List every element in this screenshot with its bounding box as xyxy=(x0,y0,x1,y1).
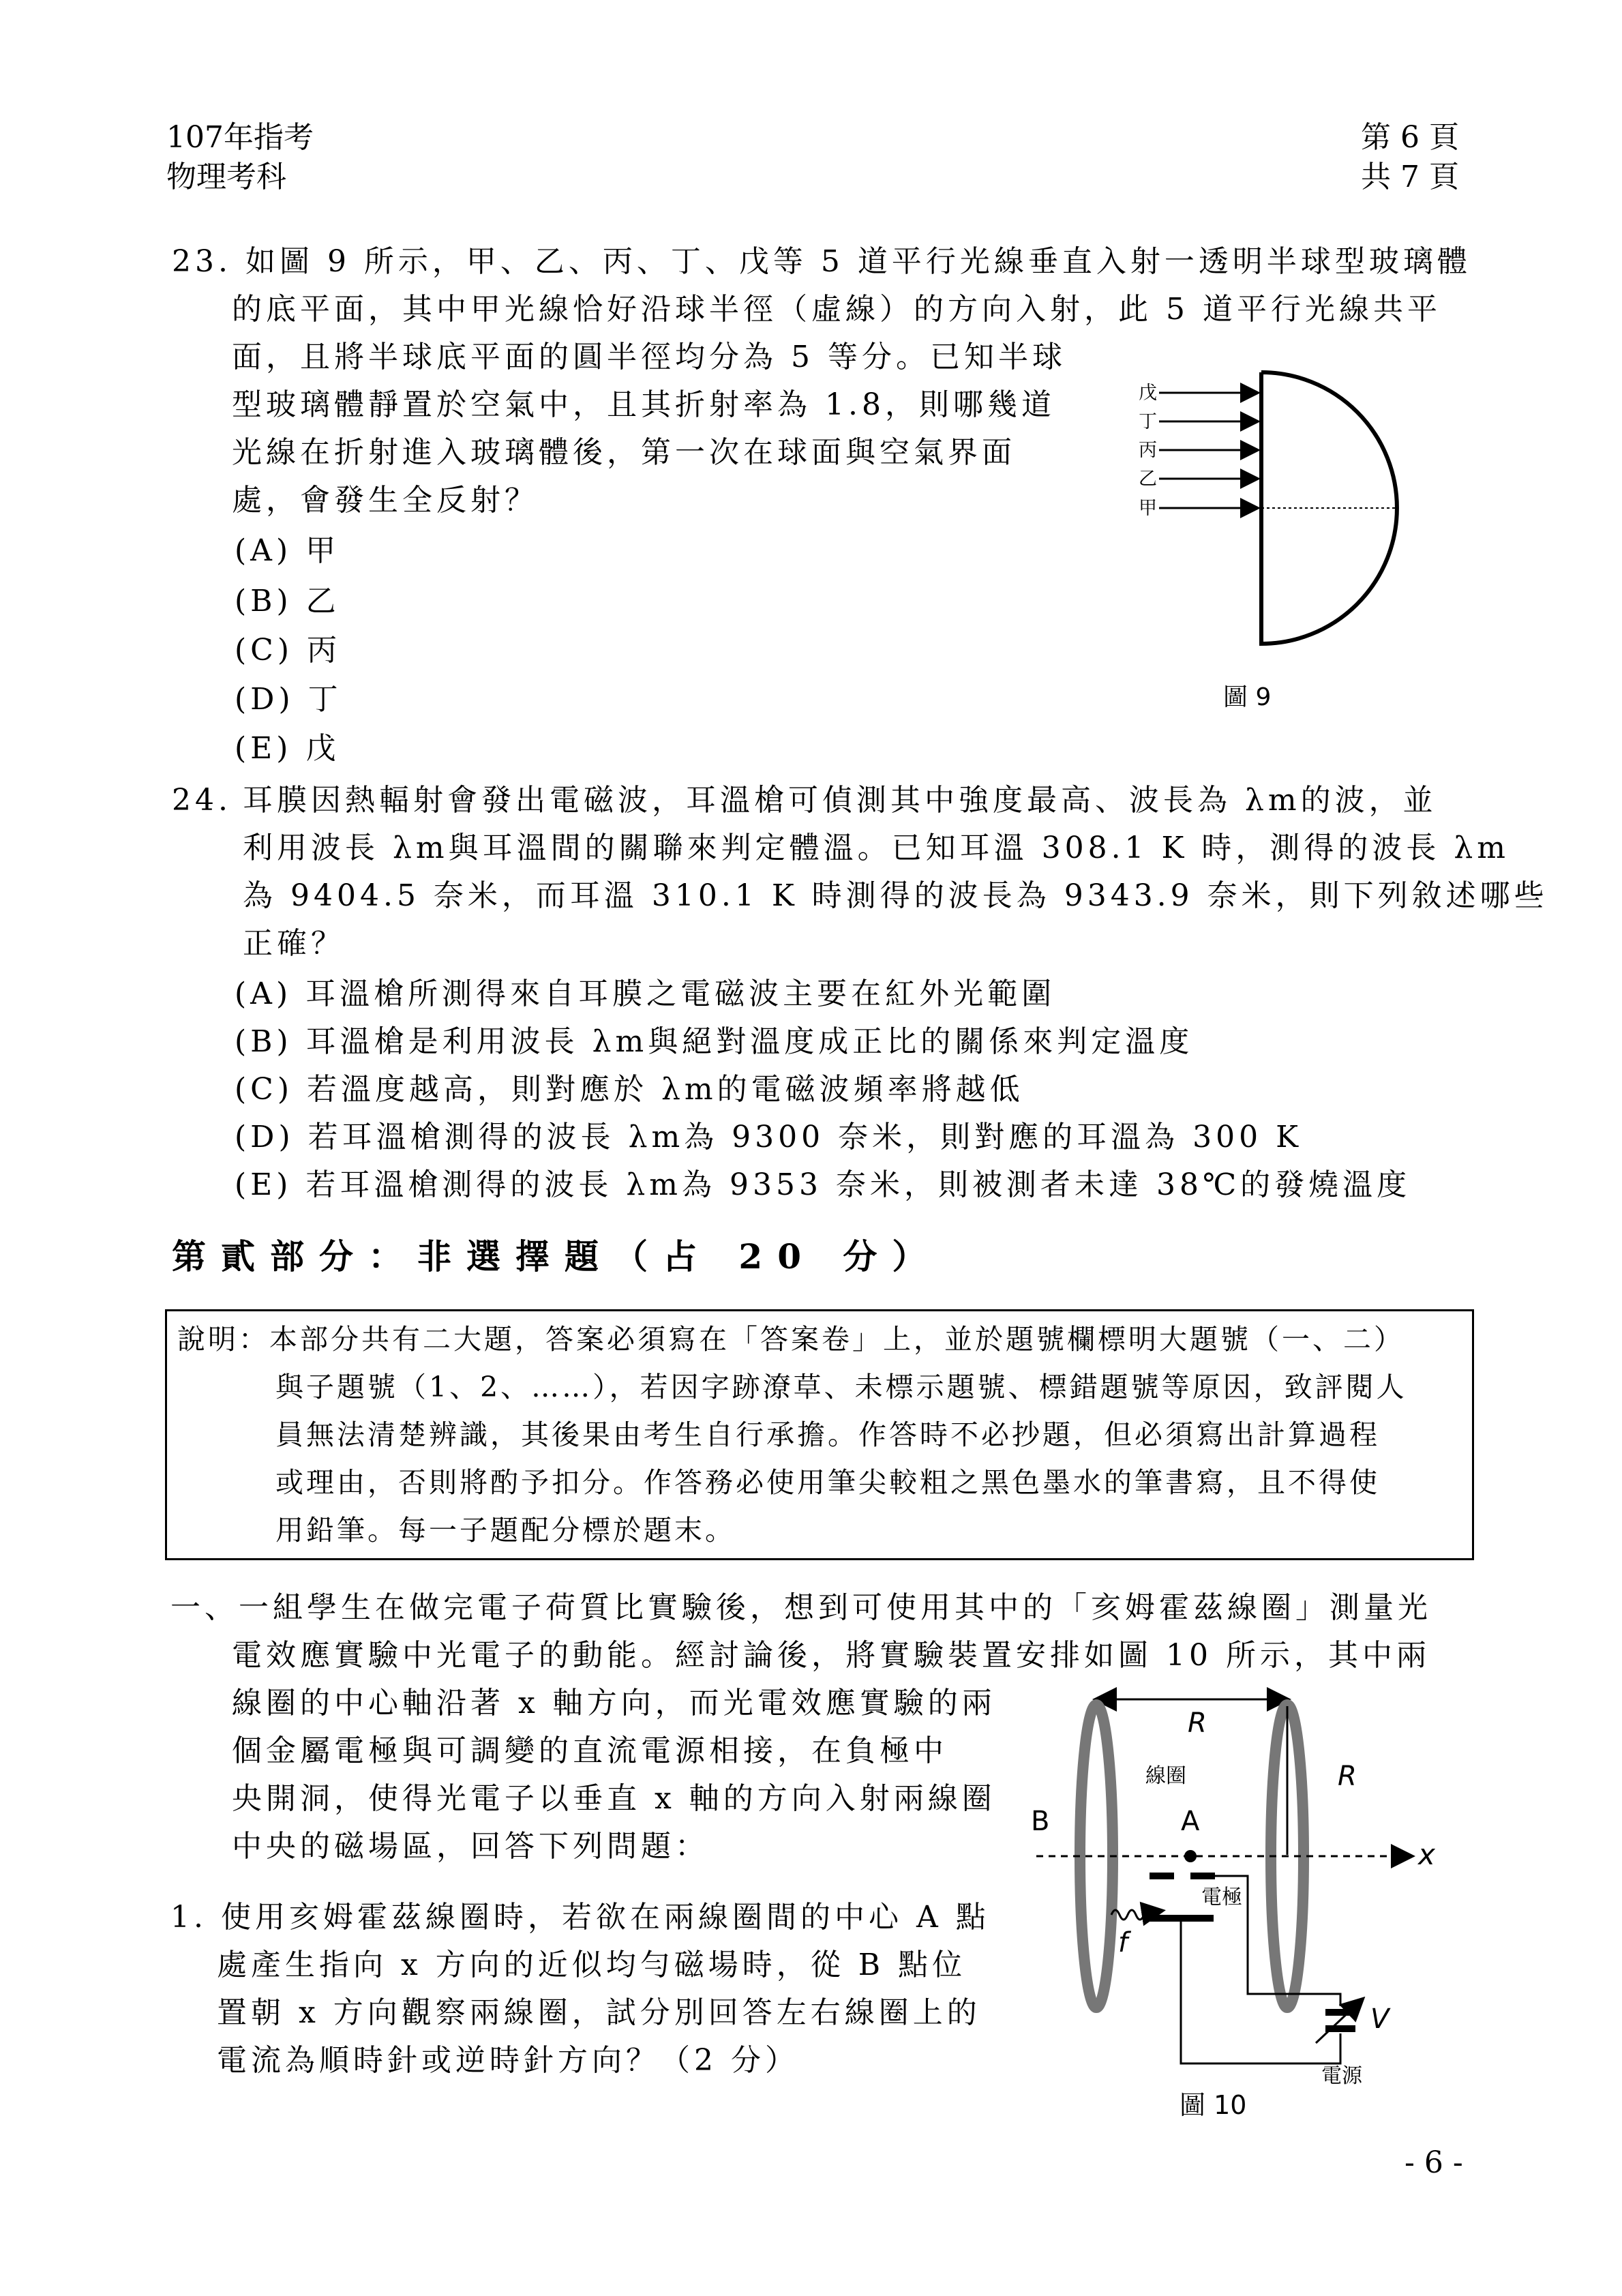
q24-option-e: (E) 若耳溫槍測得的波長 λm為 9353 奈米，則被測者未達 38℃的發燒溫度 xyxy=(235,1167,1411,1202)
power-label: 電源 xyxy=(1321,2064,1362,2088)
ray-label-yi: 乙 xyxy=(1139,468,1157,490)
q1-line: 電效應實驗中光電子的動能。經討論後，將實驗裝置安排如圖 10 所示，其中兩 xyxy=(232,1638,1430,1673)
figure-10-caption: 圖 10 xyxy=(1180,2090,1247,2120)
q24-line: 為 9404.5 奈米，而耳溫 310.1 K 時測得的波長為 9343.9 奈米，則下列敘述哪些 xyxy=(243,878,1548,913)
instructions-line: 或理由，否則將酌予扣分。作答務必使用筆尖較粗之黑色墨水的筆書寫，且不得使 xyxy=(275,1466,1380,1499)
electrode-label: 電極 xyxy=(1201,1885,1242,1909)
q1-line: 央開洞，使得光電子以垂直 x 軸的方向入射兩線圈 xyxy=(232,1781,996,1816)
figure-9-hemisphere xyxy=(1105,355,1459,709)
q24-option-c: (C) 若溫度越高，則對應於 λm的電磁波頻率將越低 xyxy=(235,1072,1024,1107)
q24-option-a: (A) 耳溫槍所測得來自耳膜之電磁波主要在紅外光範圍 xyxy=(235,976,1056,1011)
point-a-label: A xyxy=(1181,1806,1200,1837)
frequency-label: f xyxy=(1118,1927,1128,1958)
instructions-line: 與子題號（1、2、……），若因字跡潦草、未標示題號、標錯題號等原因，致評閱人 xyxy=(275,1371,1407,1403)
q24-line: 利用波長 λm與耳溫間的關聯來判定體溫。已知耳溫 308.1 K 時，測得的波長 λm xyxy=(243,831,1510,865)
q23-line: 光線在折射進入玻璃體後，第一次在球面與空氣界面 xyxy=(232,435,1016,470)
ray-label-bing: 丙 xyxy=(1139,440,1157,461)
q1-line: 中央的磁場區，回答下列問題： xyxy=(232,1829,709,1864)
figure-10-helmholtz xyxy=(1016,1684,1480,2121)
coil-label: 線圈 xyxy=(1145,1764,1186,1788)
left-coil xyxy=(1080,1705,1113,2008)
page-total: 共 7 頁 xyxy=(1361,160,1459,194)
q23-line: 面，且將半球底平面的圓半徑均分為 5 等分。已知半球 xyxy=(232,340,1066,374)
q23-option-c: (C) 丙 xyxy=(235,633,341,668)
electrode-top xyxy=(1150,1873,1174,1879)
page-number: 第 6 頁 xyxy=(1361,120,1459,155)
q23-option-b: (B) 乙 xyxy=(235,584,340,618)
q1-line: 一、一組學生在做完電子荷質比實驗後，想到可使用其中的「亥姆霍茲線圈」測量光 xyxy=(170,1590,1432,1625)
instructions-line: 員無法清楚辨識，其後果由考生自行承擔。作答時不必抄題，但必須寫出計算過程 xyxy=(275,1418,1380,1451)
point-b-label: B xyxy=(1031,1806,1050,1837)
instructions-line: 說明：本部分共有二大題，答案必須寫在「答案卷」上，並於題號欄標明大題號（一、二） xyxy=(177,1323,1405,1356)
ray-label-jia: 甲 xyxy=(1139,498,1157,519)
q24-line: 正確？ xyxy=(243,926,345,961)
q23-line: 23. 如圖 9 所示，甲、乙、丙、丁、戊等 5 道平行光線垂直入射一透明半球型玻璃體 xyxy=(172,244,1471,279)
photon-arrow xyxy=(1144,1911,1162,1913)
q24-option-b: (B) 耳溫槍是利用波長 λm與絕對溫度成正比的關係來判定溫度 xyxy=(235,1024,1194,1059)
page-footer: - 6 - xyxy=(1405,2145,1463,2180)
voltage-label: V xyxy=(1370,2003,1390,2035)
q1-line: 個金屬電極與可調變的直流電源相接，在負極中 xyxy=(232,1733,948,1768)
q23-option-e: (E) 戊 xyxy=(235,731,340,766)
figure-9-caption: 圖 9 xyxy=(1223,683,1272,709)
q1-line: 線圈的中心軸沿著 x 軸方向，而光電效應實驗的兩 xyxy=(232,1686,996,1720)
q23-line: 的底平面，其中甲光線恰好沿球半徑（虛線）的方向入射，此 5 道平行光線共平 xyxy=(232,292,1441,327)
point-a xyxy=(1184,1850,1197,1862)
q23-option-a: (A) 甲 xyxy=(235,533,340,568)
q23-line: 型玻璃體靜置於空氣中，且其折射率為 1.8，則哪幾道 xyxy=(232,387,1055,422)
instructions-line: 用鉛筆。每一子題配分標於題末。 xyxy=(275,1514,736,1547)
q24-line: 耳膜因熱輻射會發出電磁波，耳溫槍可偵測其中強度最高、波長為 λm的波，並 xyxy=(243,783,1437,818)
part2-heading: 第貳部分：非選擇題（占 20 分） xyxy=(172,1236,942,1277)
q1-sub1-line: 1. 使用亥姆霍茲線圈時，若欲在兩線圈間的中心 A 點 xyxy=(170,1900,990,1935)
ray-label-ding: 丁 xyxy=(1139,411,1157,432)
variable-arrow xyxy=(1316,1999,1362,2043)
exam-subject: 物理考科 xyxy=(166,160,286,194)
q24-number: 24. xyxy=(172,783,232,818)
ray-label-wu: 戊 xyxy=(1139,383,1157,404)
q24-option-d: (D) 若耳溫槍測得的波長 λm為 9300 奈米，則對應的耳溫為 300 K xyxy=(235,1120,1302,1154)
x-axis-label: x xyxy=(1418,1838,1435,1871)
exam-year: 107年指考 xyxy=(166,120,314,155)
q1-sub1-line: 電流為順時針或逆時針方向？（2 分） xyxy=(217,2043,799,2078)
radius-label-right: R xyxy=(1338,1761,1357,1792)
q1-sub1-line: 處產生指向 x 方向的近似均勻磁場時，從 B 點位 xyxy=(217,1948,967,1982)
q23-option-d: (D) 丁 xyxy=(235,682,342,717)
q1-sub1-line: 置朝 x 方向觀察兩線圈，試分別回答左右線圈上的 xyxy=(217,1995,981,2030)
radius-label-top: R xyxy=(1188,1708,1207,1739)
q23-line: 處，會發生全反射？ xyxy=(232,483,539,518)
